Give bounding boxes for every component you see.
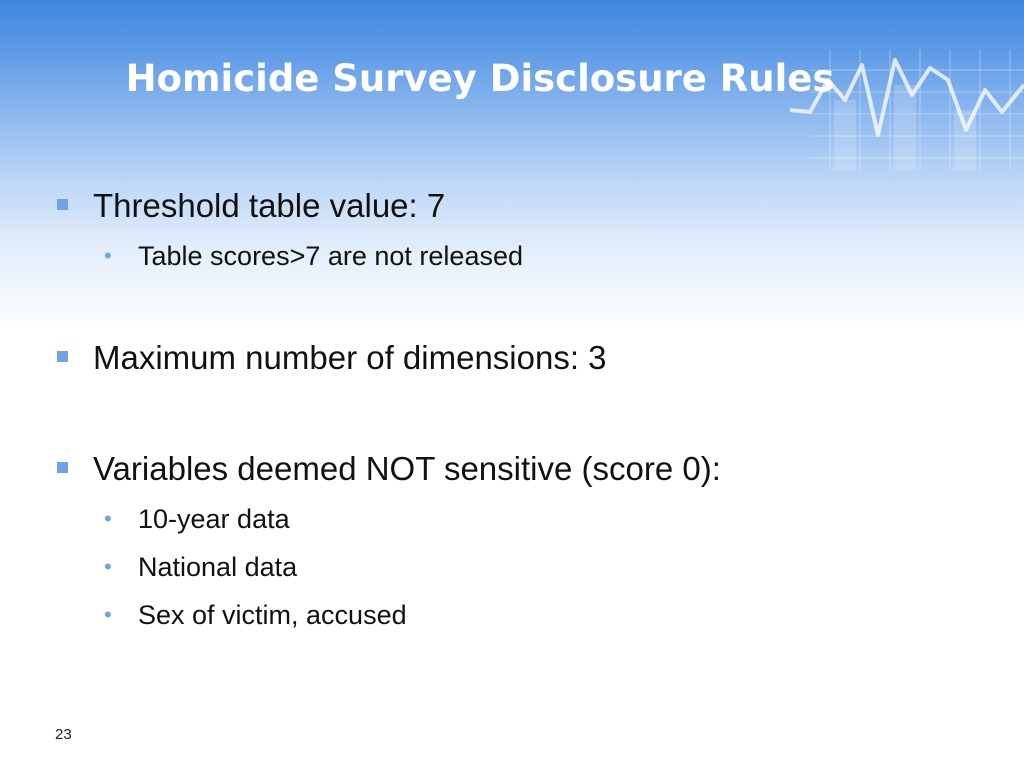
list-item xyxy=(55,186,955,226)
dot-bullet-icon: • xyxy=(104,602,112,627)
sub-list-item xyxy=(55,503,955,535)
list-item-text: Variables deemed NOT sensitive (score 0): xyxy=(93,450,721,487)
slide-number: 23 xyxy=(55,726,72,743)
sub-list-item xyxy=(55,551,955,583)
square-bullet-icon xyxy=(57,351,68,362)
sub-list-item-text: Sex of victim, accused xyxy=(138,600,407,630)
sub-list-item-text: National data xyxy=(138,552,298,582)
dot-bullet-icon: • xyxy=(104,506,112,531)
square-bullet-icon xyxy=(57,199,68,210)
dot-bullet-icon: • xyxy=(104,554,112,579)
sub-list-item xyxy=(55,240,955,272)
slide-title: Homicide Survey Disclosure Rules xyxy=(125,57,835,100)
dot-bullet-icon: • xyxy=(104,243,112,268)
bullet-list xyxy=(55,186,955,631)
sub-list-item xyxy=(55,599,955,631)
list-item-text: Threshold table value: 7 xyxy=(93,187,446,224)
sub-list-item-text: Table scores>7 are not released xyxy=(138,241,523,271)
list-item-text: Maximum number of dimensions: 3 xyxy=(93,339,607,376)
list-item xyxy=(55,338,955,378)
square-bullet-icon xyxy=(57,462,68,473)
list-item xyxy=(55,449,955,489)
sub-list-item-text: 10-year data xyxy=(138,504,290,534)
